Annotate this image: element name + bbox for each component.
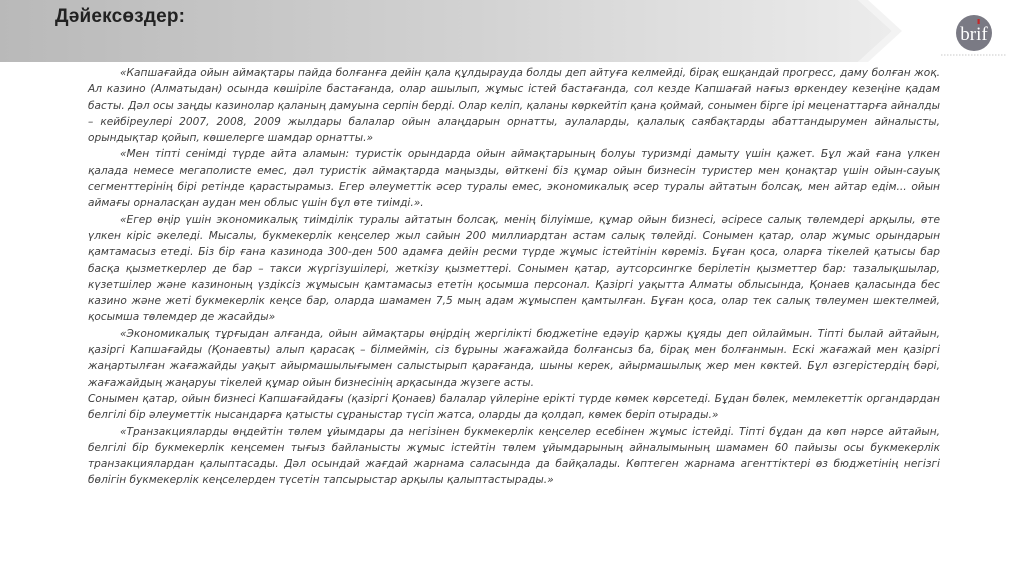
quote-paragraph-4: «Экономикалық тұрғыдан алғанда, ойын аймақтары өңірдің жергілікті бюджетіне едәуір қаржы құяды деп ойлаймын. Тіпті былай айтайын, қазіргі Капшағайды (Қонаевты) алып қарасақ – білмеймін, сіз бұрыны жағажайда болғансыз ба, бірақ мен болғанмын. Ескі жағажай мен қазіргі жаңартылған жағажайды уақыт айырмашылығымен салыстырып қарағанда, шыны керек, айырмашылық жер мен көктей. Бұл өзгерістердің бәрі, жағажайдың жаңаруы тікелей құмар ойын бизнесінің арқасында жүзеге асты. — [88, 327, 940, 389]
page-title: Дәйексөздер: — [55, 6, 186, 27]
logo-accent-mark — [978, 19, 980, 24]
quote-paragraph-3: «Егер өңір үшін экономикалық тиімділік туралы айтатын болсақ, менің білуімше, құмар ойын бизнесі, әсіресе салық төлемдері арқылы, өте үлкен кіріс әкеледі. Мысалы, букмекерлік кеңселер жыл сайын 200 миллиардтан астам салық төлейді. Сонымен қатар, олар жұмыс орындарын қамтамасыз етеді. Біз бір ғана казинода 300-ден 500 адамға дейін ресми түрде жұмыс істейтінін көреміз. Бұған қоса, оларға тікелей қатысы бар басқа қызметкерлер де бар – такси жүргізушілері, жеткізу қызметтері. Сонымен қатар, аутсорсингке берілетін қызметтер бар: тазалықшылар, күзетшілер және казиноның үздіксіз жұмысын қамтамасыз ететін қосымша персонал. Қазіргі уақытта Алматы облысында, Қонаев қаласында бес казино және жеті букмекерлік кеңсе бар, оларда шамамен 7,5 мың адам жұмыспен қамтылған. Бұған қоса, олар тек салық төлеумен шектелмей, қосымша төлемдер де жасайды» — [88, 213, 940, 324]
quote-paragraph-6: «Транзакцияларды өңдейтін төлем ұйымдары да негізінен букмекерлік кеңселер есебінен жұмыс істейді. Тіпті бұдан да көп нәрсе айтайын, белгілі бір букмекерлік кеңсемен тығыз байланысты жұмыс істейтін төлем ұйымдарының айналымының шамамен 60 пайызы осы букмекерлік транзакциялардан қалыптасады. Дәл осындай жағдай жарнама саласында да байқалады. Көптеген жарнама агенттіктері өз бюджетінің негізгі бөлігін букмекерлік кеңселерден түсетін тапсырыстар арқылы қалыптастырады.» — [88, 425, 940, 487]
logo-icon — [937, 13, 1011, 57]
brif-logo — [937, 13, 1011, 57]
quote-paragraph-1: «Капшағайда ойын аймақтары пайда болғанға дейін қала құлдырауда болды деп айтуға келмейді, бірақ ешқандай прогресс, даму болған жоқ. Ал казино (Алматыдан) осында көшіріле бастағанда, олар ашылып, жұмыс істей бастағанда, сол кезде Капшағай нағыз өркендеу кезеңіне қадам басты. Дәл осы заңды казинолар қаланың дамуына серпін берді. Олар келіп, қаланы көркейтіп қана қоймай, сонымен бірге ірі меценаттарға айналды – кейбіреулері 2007, 2008, 2009 жылдары балалар ойын алаңдарын орнатты, аулаларды, қалалық саябақтарды абаттандырумен айналысты, орындықтар қойып, көшелерге шамдар орнатты.» — [88, 67, 940, 145]
quote-paragraph-5: Сонымен қатар, ойын бизнесі Капшағайдағы (қазіргі Қонаев) балалар үйлеріне ерікті түрде көмек көрсетеді. Бұдан бөлек, мемлекеттік органдардан белгілі бір әлеуметтік нысандарға қатысты сұраныстар түсіп жатса, оларды да қолдап, көмек беріп отырады.» — [88, 392, 940, 422]
quotes-body — [88, 65, 940, 489]
logo-wordmark: brif — [960, 24, 988, 45]
quote-paragraph-2: «Мен тіпті сенімді түрде айта аламын: туристік орындарда ойын аймақтарының болуы туризмді дамыту үшін қажет. Бұл жай ғана үлкен қалада немесе мегаполисте емес, дәл туристік аймақтарда маңызды, өйткені біз құмар ойын бизнесін туристер мен қонақтар үшін ойын-сауық сегменттерінің бірі ретінде қарастырамыз. Егер әлеуметтік әсер туралы емес, экономикалық әсер туралы айтатын болсақ, мен айтар едім... ойын аймағы орналасқан аудан мен облыс үшін бұл өте тиімді.». — [88, 148, 940, 210]
